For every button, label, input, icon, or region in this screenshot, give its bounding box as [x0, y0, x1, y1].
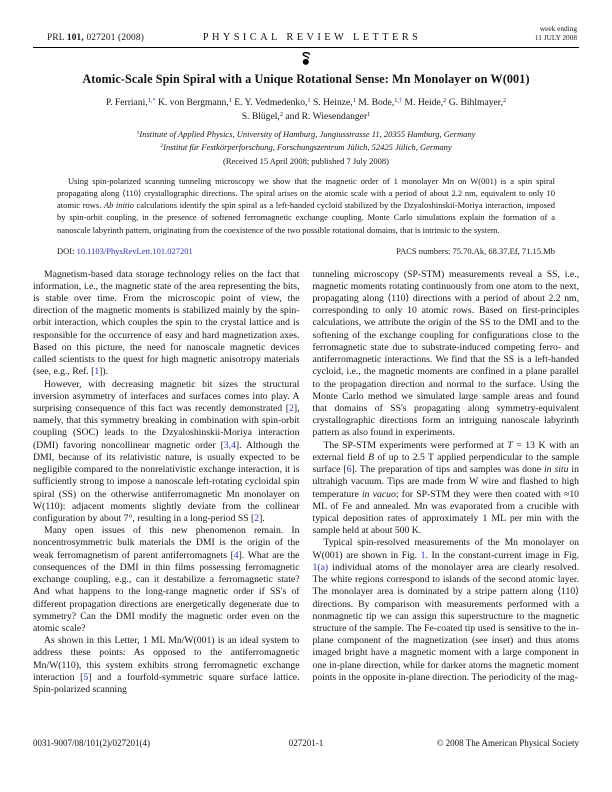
- doi-link[interactable]: 10.1103/PhysRevLett.101.027201: [76, 245, 193, 256]
- inline-link[interactable]: 1: [94, 366, 100, 378]
- body-paragraph: tunneling microscopy (SP-STM) measurements reveal a SS, i.e., magnetic moments rotating continuously from one atom to the next, propagating along ⟨110⟩ directions with a period of about 2.2 nm, corresponding to only 10 atomic rows. Based on first-principles calculations, we attribute the origin of the SS to the DMI and to the softening of the exchange coupling for configurations close to the ferromagnetic state due to substrate-induced competing ferro- and antiferromagnetic interactions. We find that the SS is a left-handed cycloid, i.e., the magnetic moments are confined in a plane parallel to the propagation direction and normal to the surface. Using the Monte Carlo method we simulated large sample areas and found that domains of SS's propagating along symmetry-equivalent crystallographic directions form an intriguing nanoscale labyrinth pattern as also found in experiments.: [312, 268, 579, 439]
- text-segment: T: [507, 439, 513, 451]
- right-column: [313, 269, 580, 747]
- body-paragraph: Typical spin-resolved measurements of the Mn monolayer on W(001) are shown in Fig. 1. In the constant-current image in Fig. 1(a) individual atoms of the monolayer area are clearly resolved. The white regions correspond to islands of the second atomic layer. The monolayer area is dominated by a stripe pattern along ⟨110⟩ directions. By comparison with measurements performed with a nonmagnetic tip we can assign this superstructure to the magnetic structure of the sample. The Fe-coated tip used is sensitive to the in-plane component of the magnetization (see inset) and thus atoms imaged bright have a magnetic moment with a large component in one in-plane direction, while for darker atoms the magnetic moment points in the opposite in-plane direction. The periodicity of the mag-: [312, 537, 579, 683]
- text-segment: 1,: [394, 97, 399, 105]
- doi-label: DOI:: [57, 245, 77, 256]
- inline-link[interactable]: 2: [254, 512, 260, 524]
- journal-header: [33, 24, 579, 43]
- text-segment: 1: [136, 130, 140, 137]
- header-rule: [33, 47, 579, 48]
- page-content: [33, 24, 579, 747]
- abstract: Using spin-polarized scanning tunneling microscopy we show that the magnetic order of 1 monolayer Mn on W(001) is a spin spiral propagating along ⟨110⟩ crystallographic directions. The spiral arises on the atomic scale with a period of about 2.2 nm, equivalent to only 10 atomic rows. Ab initio calculations identify the spin spiral as a left-handed cycloid stabilized by the Dzyaloshinskii-Moriya interaction, imposed by spin-orbit coupling, in the presence of softened ferromagnetic exchange coupling. Monte Carlo simulations explain the formation of a nanoscale labyrinth pattern, originating from the coexistence of the two possible rotational domains, that is intrinsic to the system.: [57, 176, 556, 235]
- inline-link[interactable]: 2: [289, 403, 294, 414]
- text-segment: 2: [443, 97, 447, 105]
- body-paragraph: However, with decreasing magnetic bit sizes the structural inversion asymmetry of interfaces and surfaces comes into play. A surprising consequence of this fact was recently demonstrated [2], namely, that this symmetry breaking in combination with spin-orbit coupling (SOC) leads to the Dzyaloshinskii-Moriya interaction (DMI) favoring noncollinear magnetic order [3,4]. Although the DMI, because of its relativistic nature, is usually expected to be negligible compared to the nonrelativistic exchange interaction, it is sufficiently strong to impose a nanoscale left-rotating cycloidal spin spiral (SS) on the otherwise antiferromagnetic Mn monolayer on W(110): adjacent moments slightly deviate from the collinear configuration by about 7°, resulting in a long-period SS [2].: [33, 378, 300, 524]
- affiliation-1: [33, 128, 579, 141]
- text-segment: in situ: [543, 464, 569, 476]
- text-segment: in vacuo: [361, 488, 396, 500]
- issue-date: [427, 24, 579, 43]
- text-segment: 1,: [147, 97, 153, 105]
- received-published-line: (Received 15 April 2008; published 7 July 2008): [223, 156, 389, 167]
- author-line-2: S. Blügel,$^2$ and R. Wiesendanger$^1$: [241, 110, 371, 122]
- body-paragraph: Magnetism-based data storage technology relies on the fact that information, i.e., the magnetic state of the area representing the bits, is stable over time. From the microscopic point of view, the direction of the magnetic moments is stabilized mainly by the spin-orbit interaction, which couples the spin to the crystal lattice and is responsible for the occurrence of easy and hard magnetization axes. Based on this picture, the need for nanoscale magnetic devices called scientists to the quest for high magnetic anisotropy materials (see, e.g., Ref. [1]).: [33, 268, 300, 378]
- inline-link[interactable]: 5: [83, 671, 89, 683]
- affiliation-2: [33, 141, 579, 154]
- text-segment: 101,: [66, 32, 84, 43]
- journal-name: PHYSICAL REVIEW LETTERS: [202, 31, 422, 43]
- inline-link[interactable]: 4: [233, 549, 239, 561]
- text-segment: 1: [307, 97, 311, 105]
- text-segment: 1: [228, 97, 232, 105]
- text-segment: Ab initio: [103, 200, 134, 211]
- page-number: 027201-1: [288, 738, 324, 748]
- author-line-1: P. Ferriani,$^{1,*}$ K. von Bergmann,$^1$ E. Y. Vedmedenko,$^1$ S. Heinze,$^1$ M. Bode,$^{1,\dagger}$ M. Heide,$^2$ G. Bihlmayer,$^2$: [105, 96, 507, 108]
- doi-pacs-row: [57, 246, 555, 256]
- inline-link[interactable]: †: [398, 97, 403, 105]
- inline-link[interactable]: 6: [346, 464, 352, 476]
- text-segment: 2: [279, 111, 283, 119]
- body-paragraph: As shown in this Letter, 1 ML Mn/W(001) is an ideal system to address these points: As opposed to the antiferromagnetic Mn/W(110), this system exhibits strong ferromagnetic exchange interaction [5] and a fourfold-symmetric square surface lattice. Spin-polarized scanning: [33, 635, 300, 696]
- inline-link[interactable]: *: [152, 97, 156, 105]
- doi-line: [57, 246, 193, 256]
- editors-suggestion-icon: [33, 51, 579, 66]
- inline-link[interactable]: 3,4: [223, 439, 236, 451]
- issue-date-value: 11 JULY 2008: [534, 33, 577, 43]
- inline-link[interactable]: 1(a): [312, 561, 329, 573]
- week-ending-label: week ending: [539, 24, 577, 33]
- text-segment: 1: [352, 97, 356, 105]
- body-paragraph: The SP-STM experiments were performed at T = 13 K with an external field B of up to 2.5 T applied perpendicular to the sample surface [6]. The preparation of tips and samples was done in situ in ultrahigh vacuum. Tips are made from W wire and flashed to high temperature in vacuo; for SP-STM they were then coated with ≈10 ML of Fe and annealed. Mn was evaporated from a crucible with typical deposition rates of approximately 1 ML per min with the sample held at about 500 K.: [312, 439, 579, 537]
- text-segment: Institute of Applied Physics, University of Hamburg, Jungiusstrasse 11, 20355 Hamburg, Germany: [139, 128, 476, 139]
- text-segment: Institut für Festkörperforschung, Forschungszentrum Jülich, 52425 Jülich, Germany: [163, 141, 452, 152]
- text-segment: 2: [502, 97, 507, 105]
- text-segment: 2: [160, 143, 164, 150]
- pacs-numbers: PACS numbers: 75.70.Ak, 68.37.Ef, 71.15.Mb: [396, 245, 555, 256]
- page-footer: [33, 738, 579, 748]
- issn-copyright-code: 0031-9007/08/101(2)/027201(4): [33, 738, 150, 748]
- left-column: [33, 269, 300, 747]
- body-paragraph: Many open issues of this new phenomenon remain. In noncentrosymmetric bulk materials the DMI is the origin of the weak ferromagnetism of parent antiferromagnets [4]. What are the consequences of the DMI in thin films possessing ferromagnetic exchange coupling, e.g., can it destabilize a ferromagnetic state? And what happens to the long-range magnetic order if SS's of different propagation directions are energetically degenerate due to symmetry? Can the DMI modify the magnetic order even on the atomic scale?: [33, 525, 300, 634]
- text-segment: 1: [367, 111, 371, 119]
- journal-citation: PRL 101, 027201 (2008): [47, 32, 145, 43]
- paper-title: Atomic-Scale Spin Spiral with a Unique Rotational Sense: Mn Monolayer on W(001): [82, 71, 530, 86]
- inline-link[interactable]: 1: [420, 549, 426, 561]
- copyright-notice: © 2008 The American Physical Society: [436, 738, 579, 748]
- text-segment: B: [368, 451, 375, 463]
- body-text: [33, 269, 579, 747]
